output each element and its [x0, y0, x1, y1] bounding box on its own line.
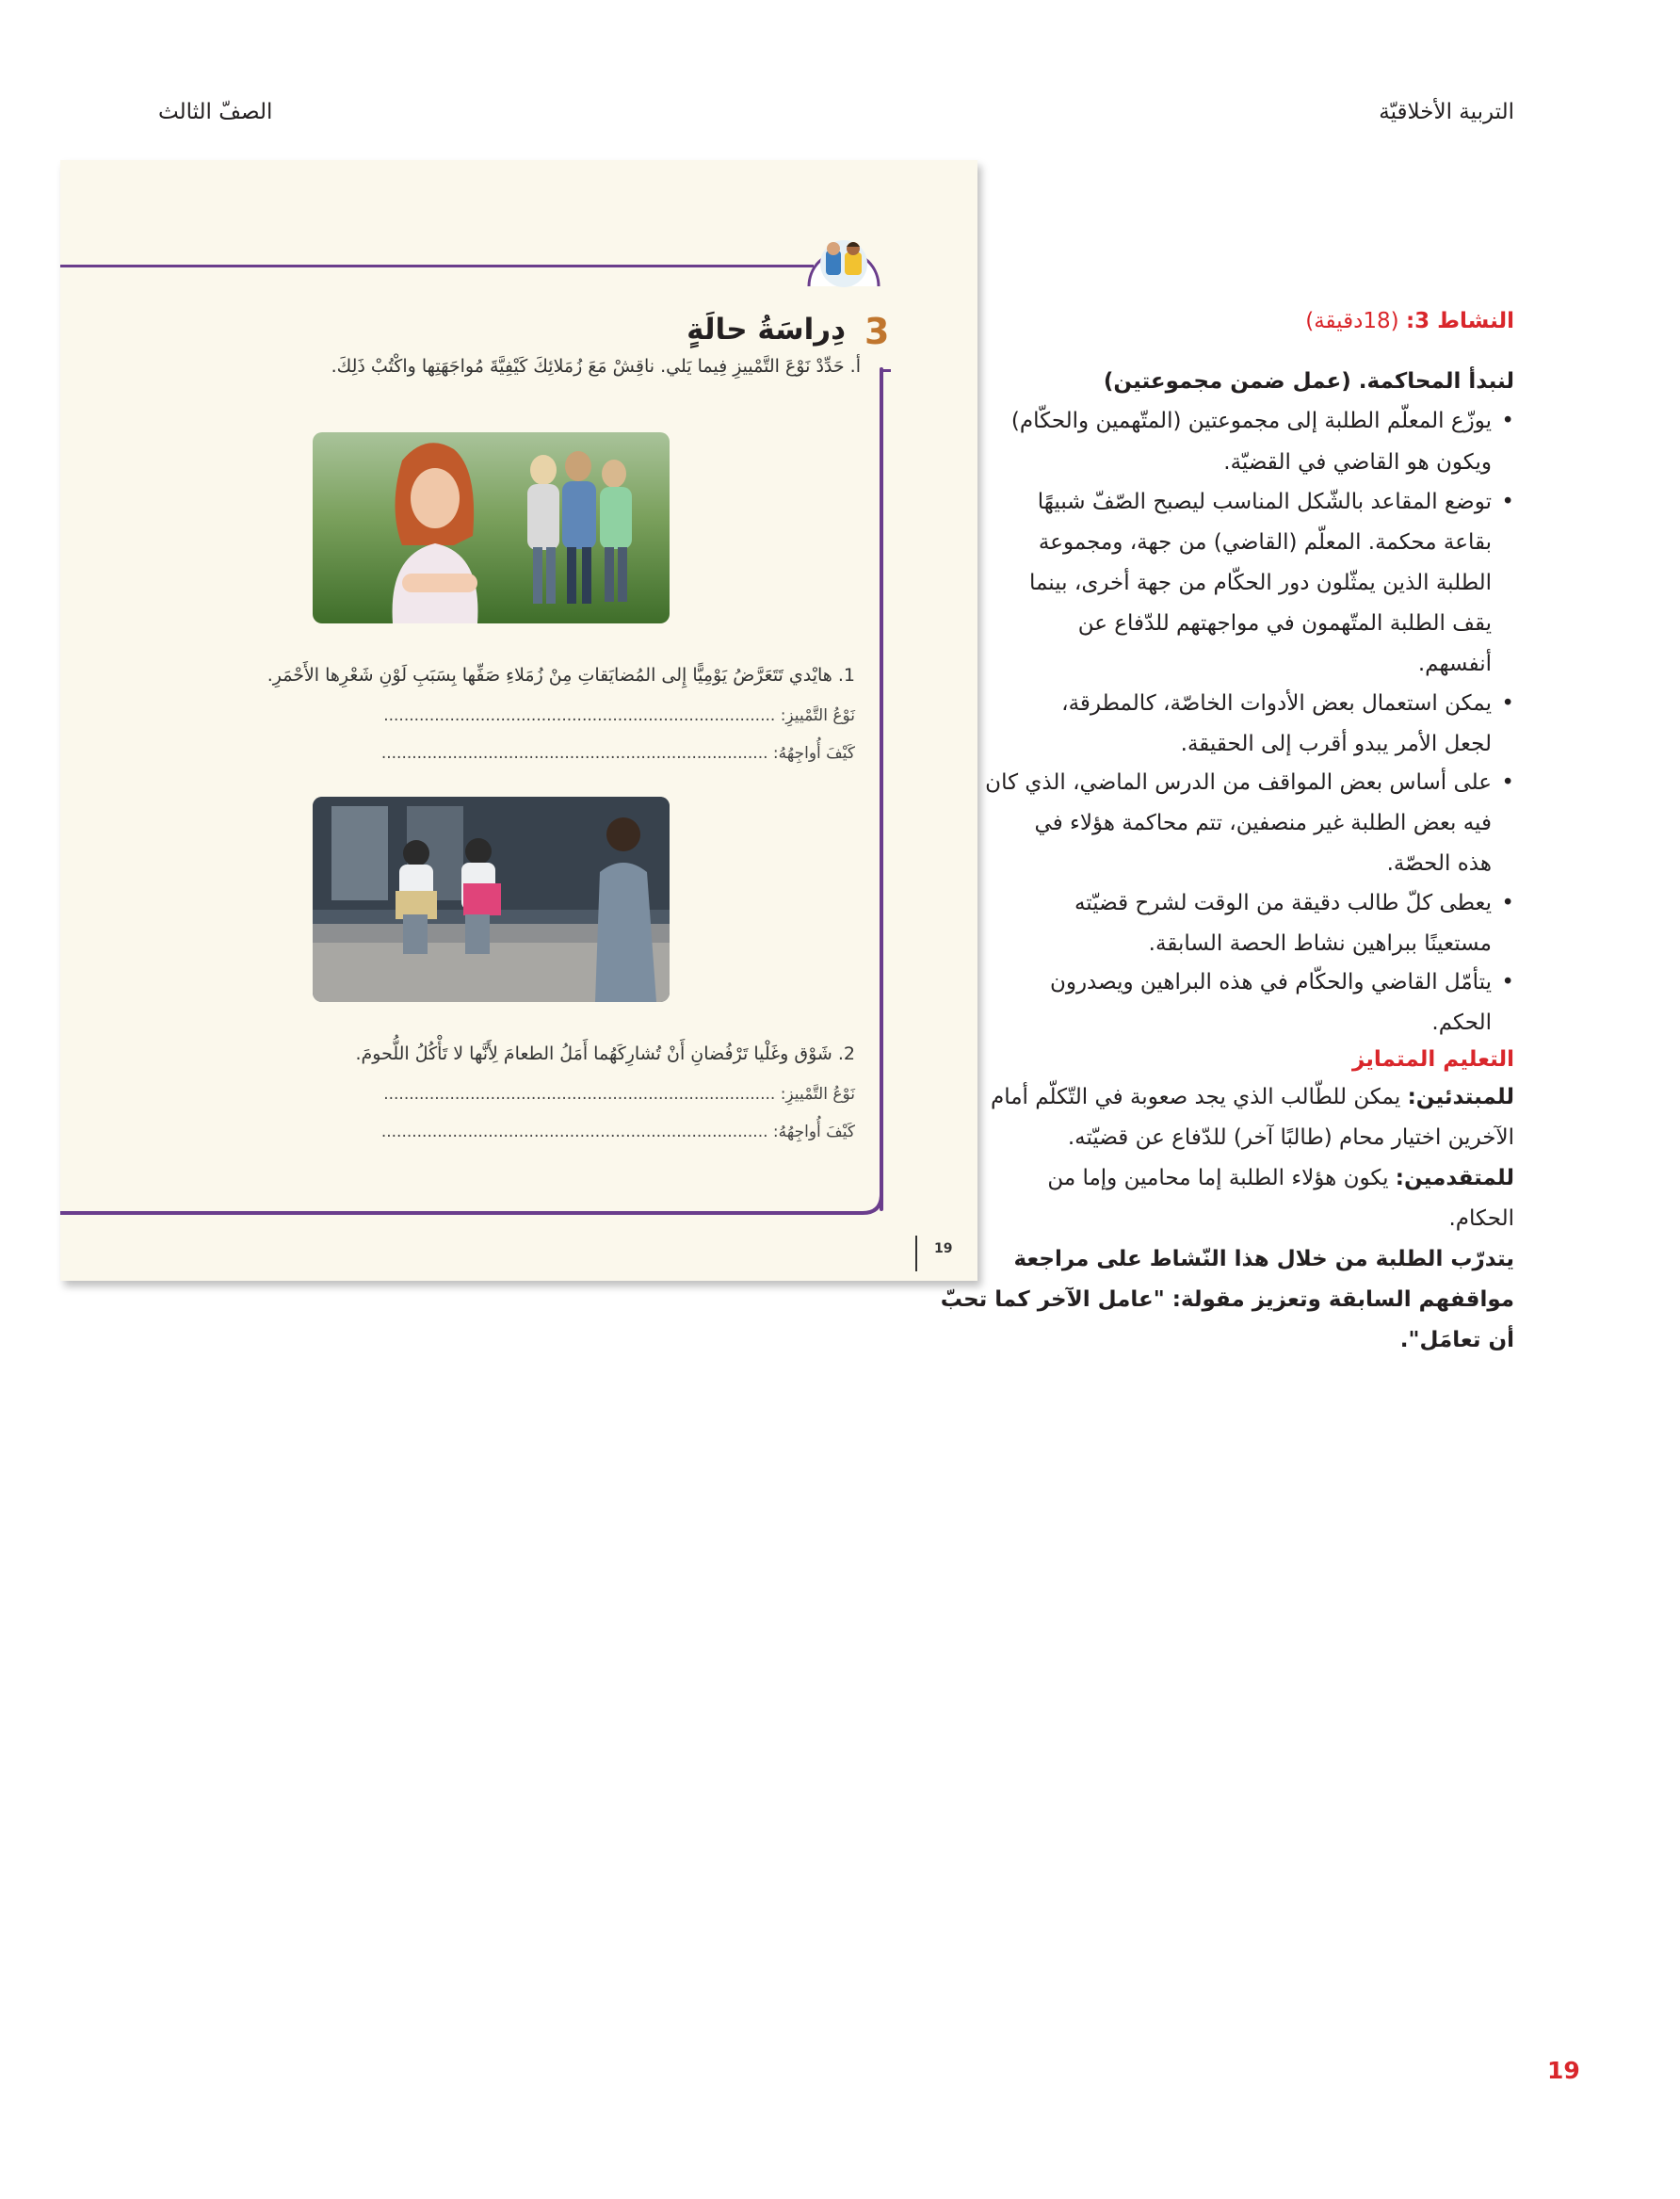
bullet-2 — [1501, 490, 1514, 514]
advanced-line-2: الحكام. — [1448, 1206, 1514, 1231]
beginners-line-2: الآخرين اختيار محام (طالبًا آخر) للدّفاع عن قضيّته. — [1067, 1125, 1514, 1150]
guide-line-8: يمكن استعمال بعض الأدوات الخاصّة، كالمطرقة، — [1061, 691, 1492, 716]
guide-line-12: هذه الحصّة. — [1386, 851, 1492, 876]
bullet-mark: • — [1501, 490, 1514, 514]
closing-line-1: يتدرّب الطلبة من خلال هذا النّشاط على مراجعة — [1013, 1247, 1514, 1271]
activity-time: (18دقيقة) — [1305, 309, 1406, 333]
subject-title: التربية الأخلاقيّة — [1379, 100, 1514, 124]
beginners-text: يمكن للطّالب الذي يجد صعوبة في التّكلّم أمام — [990, 1085, 1408, 1109]
guide-line-9: لجعل الأمر يبدو أقرب إلى الحقيقة. — [1180, 732, 1492, 756]
guide-line-6: يقف الطلبة المتّهمون في مواجهتهم للدّفاع عن — [1077, 611, 1492, 636]
bullet-1 — [1501, 409, 1514, 433]
beginners-line — [991, 1085, 1514, 1109]
bullet-4 — [1501, 770, 1514, 795]
rule-corner — [797, 1158, 883, 1215]
activity-heading — [1305, 309, 1514, 333]
bullet-mark: • — [1501, 891, 1514, 915]
bullet-mark: • — [1501, 691, 1514, 716]
question-1: 1. هايْدي تَتَعَرَّضُ يَوْمِيًّا إِلى المُضايَقاتِ مِنْ زُمَلاءِ صَفِّها بِسَبَبِ لَوْنِ شَعْرِها الأَحْمَرِ. — [267, 665, 855, 686]
advanced-label: للمتقدمين: — [1395, 1166, 1514, 1190]
differentiated-title: التعليم المتمايز — [1351, 1047, 1514, 1072]
beginners-label: للمبتدئين: — [1407, 1085, 1514, 1109]
guide-line-10: على أساس بعض المواقف من الدرس الماضي، الذي كان — [985, 770, 1492, 795]
q1-how-line: كَيْفَ أُواجِهُهُ: ............................................................................ — [380, 744, 855, 763]
guide-line-7: أنفسهم. — [1417, 652, 1492, 676]
photo-red-haired-girl — [313, 432, 670, 623]
guide-line-11: فيه بعض الطلبة غير منصفين، تتم محاكمة هؤلاء في — [1034, 811, 1492, 835]
guide-line-15: يتأمّل القاضي والحكّام في هذه البراهين ويصدرون — [1049, 970, 1492, 994]
section-number: 3 — [864, 311, 890, 352]
q2-type-line: نَوْعُ التَّمْييزِ: ............................................................................. — [383, 1085, 855, 1104]
grade-title: الصفّ الثالث — [158, 100, 273, 124]
page-number: 19 — [1547, 2057, 1580, 2084]
photo-schoolgirls — [313, 797, 670, 1002]
guide-line-1: يوزّع المعلّم الطلبة إلى مجموعتين (المتّهمين والحكّام) — [1010, 409, 1492, 433]
q2-how-line: كَيْفَ أُواجِهُهُ: ............................................................................ — [380, 1123, 855, 1141]
section-vertical-rule — [880, 367, 883, 1211]
book-page-number: 19 — [934, 1241, 953, 1256]
rule-tick — [880, 369, 891, 372]
students-icon — [805, 226, 882, 288]
question-2: 2. شَوْق وغَلْيا تَرْفُضانِ أَنْ تُشارِكَهُما أَمَلُ الطعامَ لِأَنَّها لا تَأْكُلُ اللُّحومَ. — [355, 1043, 855, 1064]
bullet-mark: • — [1501, 770, 1514, 795]
closing-line-2: مواقفهم السابقة وتعزيز مقولة: "عامل الآخر كما تحبّ — [940, 1287, 1514, 1312]
section-bottom-rule — [60, 1211, 832, 1215]
activity-intro: لنبدأ المحاكمة. (عمل ضمن مجموعتين) — [1103, 369, 1514, 394]
guide-line-16: الحكم. — [1431, 1011, 1492, 1035]
section-title: دِراسَةُ حالَةٍ — [687, 313, 846, 347]
guide-line-2: ويكون هو القاضي في القضيّة. — [1223, 450, 1492, 475]
guide-line-4: بقاعة محكمة. المعلّم (القاضي) من جهة، ومجموعة — [1038, 530, 1492, 555]
activity-label: النشاط 3: — [1405, 309, 1514, 333]
guide-line-14: مستعينًا ببراهين نشاط الحصة السابقة. — [1148, 931, 1492, 956]
section-rule — [60, 265, 814, 267]
instruction-text: أ. حَدِّدْ نَوْعَ التَّمْييزِ فِيما يَلي. ناقِشْ مَعَ زُمَلائِكَ كَيْفِيَّةَ مُواجَهَتِها واكْتُبْ ذَلِكَ. — [331, 356, 861, 377]
advanced-line — [1047, 1166, 1514, 1190]
bullet-5 — [1501, 891, 1514, 915]
closing-line-3: أن تعامَل". — [1399, 1328, 1514, 1352]
guide-line-3: توضع المقاعد بالشّكل المناسب ليصبح الصّفّ شبيهًا — [1037, 490, 1492, 514]
bullet-3 — [1501, 691, 1514, 716]
guide-line-5: الطلبة الذين يمثّلون دور الحكّام من جهة أخرى، بينما — [1029, 571, 1492, 595]
guide-line-13: يعطى كلّ طالب دقيقة من الوقت لشرح قضيّته — [1074, 891, 1492, 915]
bullet-mark: • — [1501, 970, 1514, 994]
book-page-bar — [915, 1236, 917, 1271]
q1-type-line: نَوْعُ التَّمْييزِ: ............................................................................. — [383, 706, 855, 725]
bullet-6 — [1501, 970, 1514, 994]
bullet-mark: • — [1501, 409, 1514, 433]
advanced-text: يكون هؤلاء الطلبة إما محامين وإما من — [1047, 1166, 1396, 1190]
